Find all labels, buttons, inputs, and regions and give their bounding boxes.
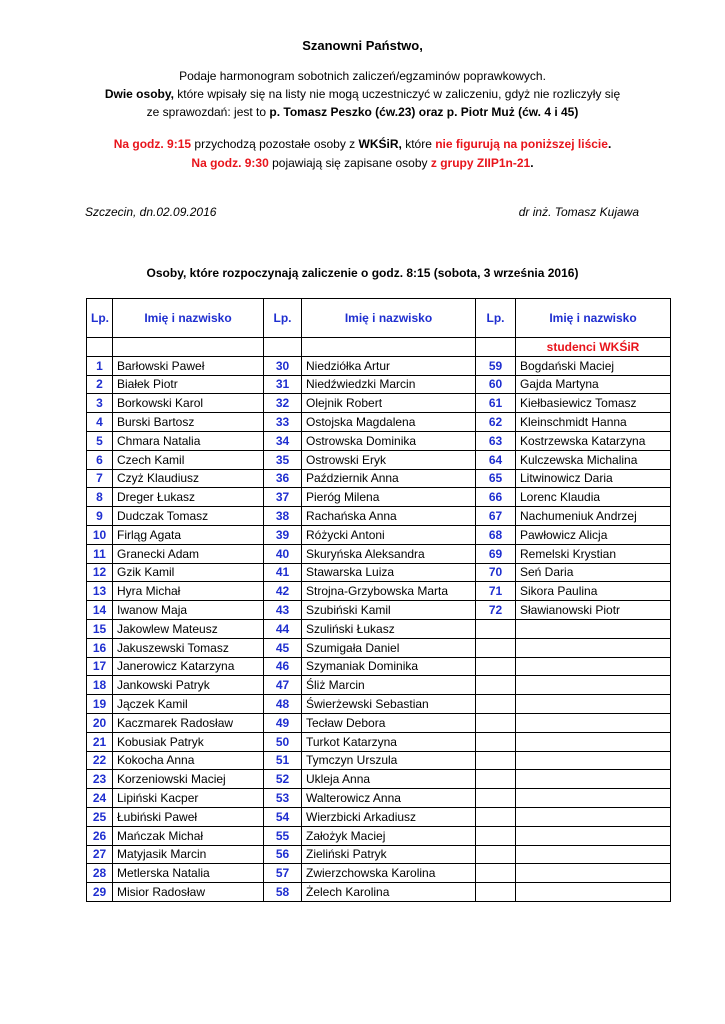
- student-name: Niedźwiedzki Marcin: [302, 375, 476, 394]
- row-number: 72: [476, 601, 516, 620]
- student-name: Janerowicz Katarzyna: [113, 657, 264, 676]
- notice-line-2: [0, 154, 725, 173]
- row-number: 19: [87, 695, 113, 714]
- notice-time-930: Na godz. 9:30: [191, 156, 269, 170]
- student-name: Hyra Michał: [113, 582, 264, 601]
- student-name: Strojna-Grzybowska Marta: [302, 582, 476, 601]
- row-number: 5: [87, 431, 113, 450]
- notice-text-2b: pojawiają się zapisane osoby: [268, 156, 431, 170]
- header-lp-1: Lp.: [87, 299, 113, 338]
- place-date: Szczecin, dn.02.09.2016: [85, 205, 217, 219]
- notice-group: z grupy ZIIP1n-21: [430, 156, 531, 170]
- table-row: [87, 845, 671, 864]
- row-number: 59: [476, 356, 516, 375]
- row-number: 56: [264, 845, 302, 864]
- row-number: 27: [87, 845, 113, 864]
- header-name-1: Imię i nazwisko: [113, 299, 264, 338]
- row-number: 38: [264, 507, 302, 526]
- student-name: Granecki Adam: [113, 544, 264, 563]
- row-number: 57: [264, 864, 302, 883]
- intro-line-2-bold: Dwie osoby,: [104, 87, 174, 101]
- empty-cell: [476, 732, 516, 751]
- table-caption: Osoby, które rozpoczynają zaliczenie o godz. 8:15 (sobota, 3 września 2016): [146, 266, 579, 280]
- row-number: 68: [476, 525, 516, 544]
- header-lp-3: Lp.: [476, 299, 516, 338]
- table-row: [87, 826, 671, 845]
- row-number: 24: [87, 789, 113, 808]
- row-number: 40: [264, 544, 302, 563]
- row-number: 7: [87, 469, 113, 488]
- signature: dr inż. Tomasz Kujawa: [518, 205, 639, 219]
- intro-line-3-bold: p. Tomasz Peszko (ćw.23) oraz p. Piotr Muż (ćw. 4 i 45): [269, 105, 579, 119]
- row-number: 42: [264, 582, 302, 601]
- student-name: Jakuszewski Tomasz: [113, 638, 264, 657]
- student-name: Niedziółka Artur: [302, 356, 476, 375]
- table-row: [87, 469, 671, 488]
- student-name: Borkowski Karol: [113, 394, 264, 413]
- row-number: 21: [87, 732, 113, 751]
- student-name: Dudczak Tomasz: [113, 507, 264, 526]
- student-name: Gajda Martyna: [516, 375, 671, 394]
- student-name: Bogdański Maciej: [516, 356, 671, 375]
- row-number: 55: [264, 826, 302, 845]
- empty-cell: [476, 695, 516, 714]
- table-header-row: [87, 299, 671, 338]
- student-name: Ukleja Anna: [302, 770, 476, 789]
- row-number: 12: [87, 563, 113, 582]
- student-name: Olejnik Robert: [302, 394, 476, 413]
- table-row: [87, 751, 671, 770]
- row-number: 8: [87, 488, 113, 507]
- row-number: 43: [264, 601, 302, 620]
- intro-line-2-rest: które wpisały się na listy nie mogą uczestniczyć w zaliczeniu, gdyż nie rozliczyły się: [173, 87, 621, 101]
- empty-cell: [476, 657, 516, 676]
- notice-line-1: [0, 135, 725, 154]
- empty-cell: [476, 713, 516, 732]
- student-name: Świerżewski Sebastian: [302, 695, 476, 714]
- row-number: 45: [264, 638, 302, 657]
- empty-cell: [516, 864, 671, 883]
- student-name: Wierzbicki Arkadiusz: [302, 807, 476, 826]
- row-number: 28: [87, 864, 113, 883]
- empty-cell: [476, 826, 516, 845]
- table-row: [87, 789, 671, 808]
- row-number: 34: [264, 431, 302, 450]
- table-row: [87, 807, 671, 826]
- row-number: 15: [87, 619, 113, 638]
- row-number: 23: [87, 770, 113, 789]
- row-number: 60: [476, 375, 516, 394]
- table-row: [87, 413, 671, 432]
- table-row: [87, 713, 671, 732]
- row-number: 62: [476, 413, 516, 432]
- row-number: 51: [264, 751, 302, 770]
- row-number: 4: [87, 413, 113, 432]
- empty-cell: [476, 770, 516, 789]
- row-number: 2: [87, 375, 113, 394]
- student-name: Łubiński Paweł: [113, 807, 264, 826]
- student-name: Różycki Antoni: [302, 525, 476, 544]
- empty-cell: [516, 826, 671, 845]
- student-name: Remelski Krystian: [516, 544, 671, 563]
- intro-line-1: Podaje harmonogram sobotnich zaliczeń/egzaminów poprawkowych.: [179, 69, 546, 83]
- table-row: [87, 864, 671, 883]
- student-name: Żelech Karolina: [302, 883, 476, 902]
- student-name: Założyk Maciej: [302, 826, 476, 845]
- row-number: 63: [476, 431, 516, 450]
- row-number: 18: [87, 676, 113, 695]
- row-number: 39: [264, 525, 302, 544]
- notice-faculty: WKŚiR,: [358, 137, 402, 151]
- notice-text-2d: .: [530, 156, 534, 170]
- row-number: 13: [87, 582, 113, 601]
- student-name: Kulczewska Michalina: [516, 450, 671, 469]
- empty-cell: [476, 676, 516, 695]
- header-name-3: Imię i nazwisko: [516, 299, 671, 338]
- table-row: [87, 582, 671, 601]
- student-name: Kostrzewska Katarzyna: [516, 431, 671, 450]
- student-name: Chmara Natalia: [113, 431, 264, 450]
- student-name: Kobusiak Patryk: [113, 732, 264, 751]
- table-row: [87, 657, 671, 676]
- row-number: 3: [87, 394, 113, 413]
- student-name: Sławianowski Piotr: [516, 601, 671, 620]
- table-row: [87, 883, 671, 902]
- row-number: 69: [476, 544, 516, 563]
- table-row: [87, 488, 671, 507]
- empty-cell: [476, 338, 516, 357]
- notice-text-1b: przychodzą pozostałe osoby z: [191, 137, 359, 151]
- table-row: [87, 638, 671, 657]
- row-number: 29: [87, 883, 113, 902]
- student-name: Mańczak Michał: [113, 826, 264, 845]
- table-row: [87, 676, 671, 695]
- student-name: Kaczmarek Radosław: [113, 713, 264, 732]
- empty-cell: [476, 619, 516, 638]
- notice-text-1f: .: [607, 137, 612, 151]
- table-row: [87, 507, 671, 526]
- student-name: Październik Anna: [302, 469, 476, 488]
- table-row: [87, 770, 671, 789]
- empty-cell: [476, 789, 516, 808]
- empty-cell: [516, 638, 671, 657]
- row-number: 17: [87, 657, 113, 676]
- row-number: 53: [264, 789, 302, 808]
- empty-cell: [516, 789, 671, 808]
- row-number: 41: [264, 563, 302, 582]
- student-name: Kleinschmidt Hanna: [516, 413, 671, 432]
- row-number: 66: [476, 488, 516, 507]
- student-name: Walterowicz Anna: [302, 789, 476, 808]
- row-number: 71: [476, 582, 516, 601]
- student-name: Jączek Kamil: [113, 695, 264, 714]
- student-name: Dreger Łukasz: [113, 488, 264, 507]
- empty-cell: [516, 883, 671, 902]
- row-number: 49: [264, 713, 302, 732]
- table-row: [87, 356, 671, 375]
- student-name: Barłowski Paweł: [113, 356, 264, 375]
- table-row: [87, 431, 671, 450]
- student-name: Gzik Kamil: [113, 563, 264, 582]
- student-name: Korzeniowski Maciej: [113, 770, 264, 789]
- student-name: Kiełbasiewicz Tomasz: [516, 394, 671, 413]
- empty-cell: [476, 864, 516, 883]
- student-name: Iwanow Maja: [113, 601, 264, 620]
- student-name: Tymczyn Urszula: [302, 751, 476, 770]
- table-row: [87, 525, 671, 544]
- row-number: 1: [87, 356, 113, 375]
- row-number: 16: [87, 638, 113, 657]
- empty-cell: [87, 338, 113, 357]
- table-row: [87, 695, 671, 714]
- empty-cell: [516, 732, 671, 751]
- empty-cell: [516, 676, 671, 695]
- table-row: [87, 619, 671, 638]
- row-number: 65: [476, 469, 516, 488]
- student-name: Lorenc Klaudia: [516, 488, 671, 507]
- group-label-row: [87, 338, 671, 357]
- empty-cell: [516, 807, 671, 826]
- student-name: Skuryńska Aleksandra: [302, 544, 476, 563]
- student-list-table: [86, 298, 671, 902]
- empty-cell: [516, 713, 671, 732]
- notice-not-listed: nie figurują na poniższej liście: [435, 137, 608, 151]
- row-number: 35: [264, 450, 302, 469]
- student-name: Zwierzchowska Karolina: [302, 864, 476, 883]
- table-row: [87, 375, 671, 394]
- student-name: Metlerska Natalia: [113, 864, 264, 883]
- student-name: Śliż Marcin: [302, 676, 476, 695]
- row-number: 54: [264, 807, 302, 826]
- student-name: Ostrowski Eryk: [302, 450, 476, 469]
- empty-cell: [476, 807, 516, 826]
- student-name: Szumigała Daniel: [302, 638, 476, 657]
- empty-cell: [302, 338, 476, 357]
- student-name: Burski Bartosz: [113, 413, 264, 432]
- student-name: Szubiński Kamil: [302, 601, 476, 620]
- table-row: [87, 563, 671, 582]
- row-number: 6: [87, 450, 113, 469]
- row-number: 70: [476, 563, 516, 582]
- header-name-2: Imię i nazwisko: [302, 299, 476, 338]
- schedule-notice: [0, 135, 725, 173]
- empty-cell: [264, 338, 302, 357]
- student-name: Szymaniak Dominika: [302, 657, 476, 676]
- group-label-wksir: studenci WKŚiR: [516, 338, 671, 357]
- student-name: Sikora Paulina: [516, 582, 671, 601]
- empty-cell: [476, 638, 516, 657]
- student-name: Kokocha Anna: [113, 751, 264, 770]
- student-name: Seń Daria: [516, 563, 671, 582]
- student-list-body: [87, 299, 671, 902]
- empty-cell: [516, 751, 671, 770]
- row-number: 25: [87, 807, 113, 826]
- student-name: Firląg Agata: [113, 525, 264, 544]
- row-number: 67: [476, 507, 516, 526]
- student-name: Pawłowicz Alicja: [516, 525, 671, 544]
- student-name: Tecław Debora: [302, 713, 476, 732]
- row-number: 26: [87, 826, 113, 845]
- student-name: Jankowski Patryk: [113, 676, 264, 695]
- row-number: 48: [264, 695, 302, 714]
- row-number: 22: [87, 751, 113, 770]
- student-name: Czyż Klaudiusz: [113, 469, 264, 488]
- table-row: [87, 450, 671, 469]
- student-name: Lipiński Kacper: [113, 789, 264, 808]
- empty-cell: [113, 338, 264, 357]
- row-number: 61: [476, 394, 516, 413]
- student-name: Pieróg Milena: [302, 488, 476, 507]
- student-name: Ostrowska Dominika: [302, 431, 476, 450]
- row-number: 64: [476, 450, 516, 469]
- intro-line-2: [0, 85, 725, 103]
- row-number: 52: [264, 770, 302, 789]
- table-row: [87, 732, 671, 751]
- row-number: 47: [264, 676, 302, 695]
- row-number: 20: [87, 713, 113, 732]
- empty-cell: [516, 770, 671, 789]
- header-lp-2: Lp.: [264, 299, 302, 338]
- empty-cell: [516, 845, 671, 864]
- intro-line-3: [0, 103, 725, 121]
- student-name: Ostojska Magdalena: [302, 413, 476, 432]
- empty-cell: [516, 695, 671, 714]
- intro-paragraph: [0, 67, 725, 121]
- row-number: 44: [264, 619, 302, 638]
- student-name: Białek Piotr: [113, 375, 264, 394]
- row-number: 32: [264, 394, 302, 413]
- row-number: 33: [264, 413, 302, 432]
- table-row: [87, 544, 671, 563]
- student-name: Jakowlew Mateusz: [113, 619, 264, 638]
- student-name: Matyjasik Marcin: [113, 845, 264, 864]
- row-number: 46: [264, 657, 302, 676]
- row-number: 36: [264, 469, 302, 488]
- row-number: 30: [264, 356, 302, 375]
- student-name: Zieliński Patryk: [302, 845, 476, 864]
- student-name: Czech Kamil: [113, 450, 264, 469]
- student-name: Szuliński Łukasz: [302, 619, 476, 638]
- notice-time-915: Na godz. 9:15: [113, 137, 192, 151]
- table-row: [87, 394, 671, 413]
- student-name: Nachumeniuk Andrzej: [516, 507, 671, 526]
- empty-cell: [476, 845, 516, 864]
- row-number: 10: [87, 525, 113, 544]
- row-number: 14: [87, 601, 113, 620]
- row-number: 50: [264, 732, 302, 751]
- row-number: 9: [87, 507, 113, 526]
- row-number: 11: [87, 544, 113, 563]
- empty-cell: [476, 751, 516, 770]
- student-name: Misior Radosław: [113, 883, 264, 902]
- table-row: [87, 601, 671, 620]
- empty-cell: [516, 657, 671, 676]
- row-number: 58: [264, 883, 302, 902]
- empty-cell: [516, 619, 671, 638]
- empty-cell: [476, 883, 516, 902]
- row-number: 31: [264, 375, 302, 394]
- student-name: Turkot Katarzyna: [302, 732, 476, 751]
- student-name: Litwinowicz Daria: [516, 469, 671, 488]
- student-name: Stawarska Luiza: [302, 563, 476, 582]
- notice-text-1d: które: [401, 137, 436, 151]
- intro-line-3-start: ze sprawozdań: jest to: [146, 105, 270, 119]
- row-number: 37: [264, 488, 302, 507]
- student-name: Rachańska Anna: [302, 507, 476, 526]
- letter-greeting: Szanowni Państwo,: [302, 38, 423, 53]
